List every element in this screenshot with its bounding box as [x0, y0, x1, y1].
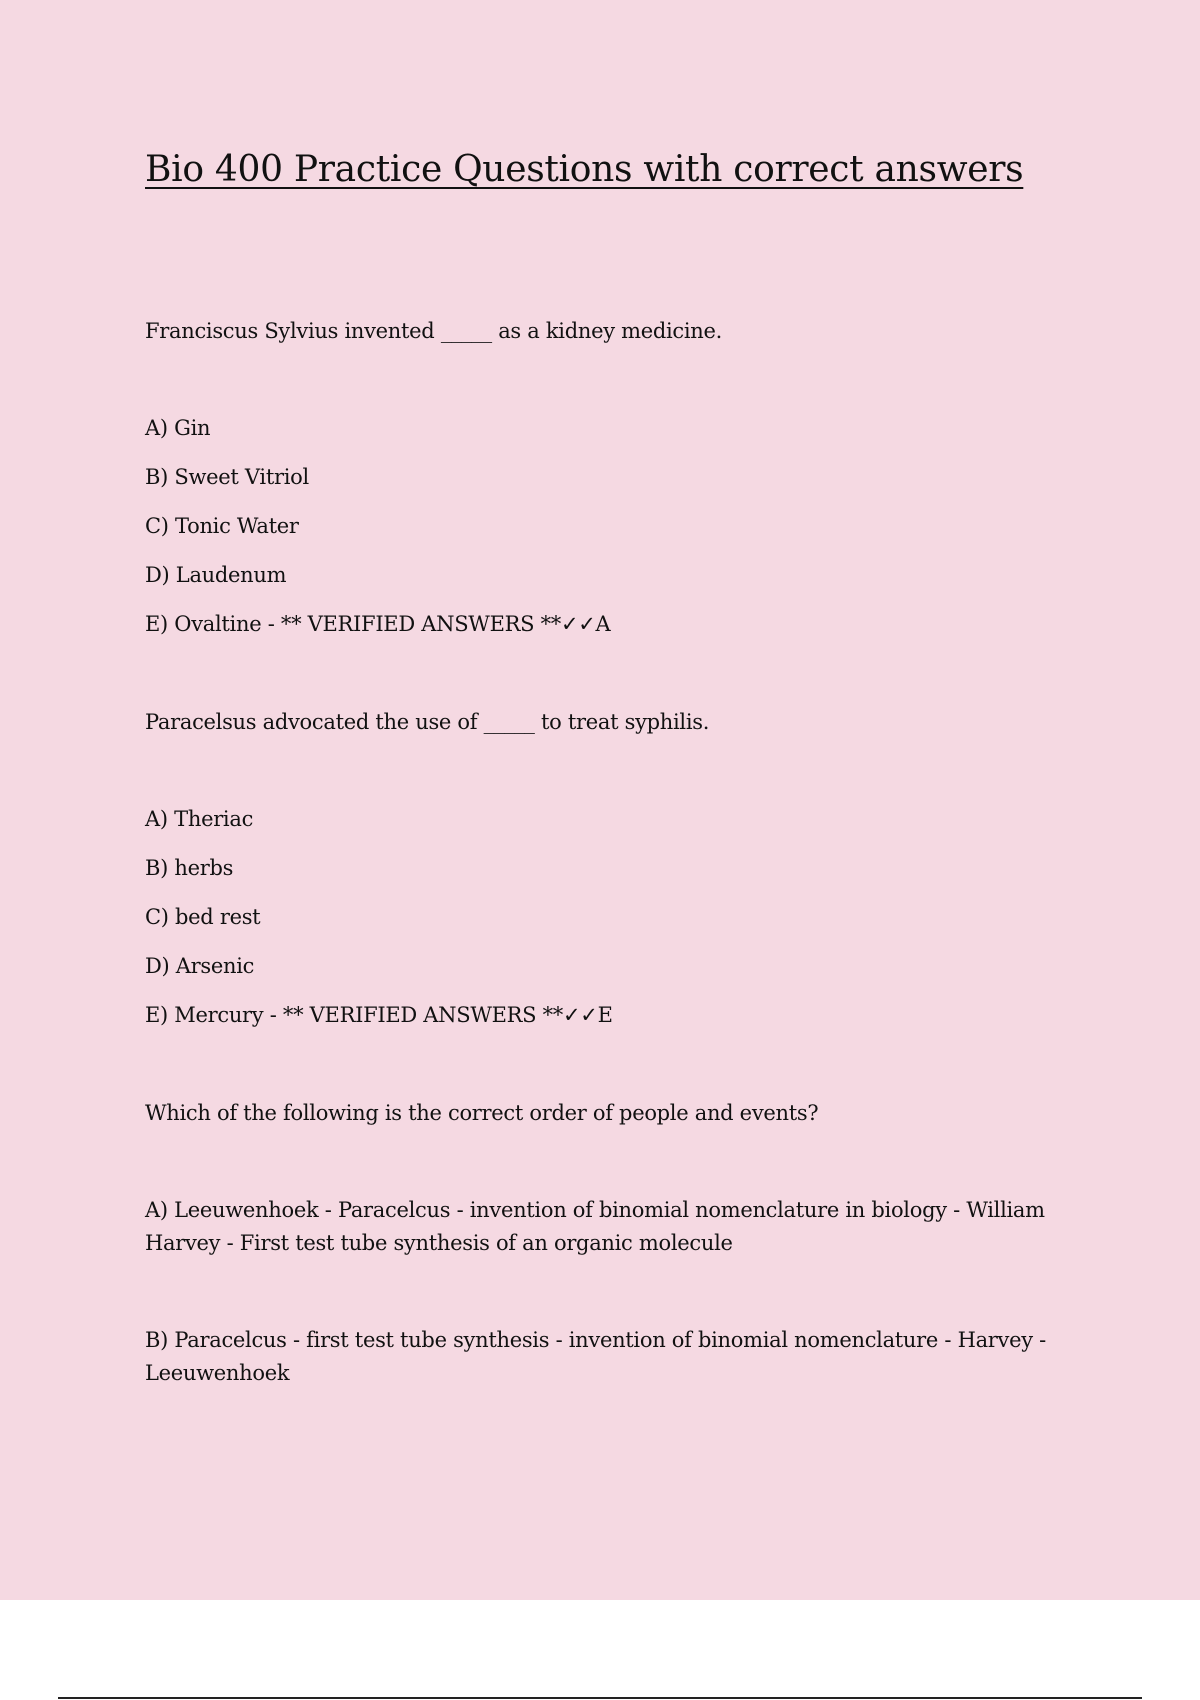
- option-item: C) bed rest: [145, 905, 261, 929]
- option-item: B) Sweet Vitriol: [145, 465, 309, 489]
- question-1: [145, 315, 1065, 657]
- document-title: Bio 400 Practice Questions with correct answers: [145, 149, 1024, 190]
- document-content: [145, 148, 1065, 191]
- question-2: [145, 706, 1065, 1048]
- question-text: Which of the following is the correct order of people and events?: [145, 1101, 819, 1125]
- option-item: A) Theriac: [145, 807, 254, 831]
- option-item: D) Laudenum: [145, 563, 287, 587]
- option-item: D) Arsenic: [145, 954, 255, 978]
- question-text: Paracelsus advocated the use of _____ to treat syphilis.: [145, 710, 710, 734]
- question-3: [145, 1097, 1065, 1390]
- option-item: B) herbs: [145, 856, 234, 880]
- footer-divider: [58, 1697, 1142, 1699]
- option-item-answer: E) Mercury - ** VERIFIED ANSWERS **✓✓E: [145, 1003, 613, 1027]
- option-item: A) Gin: [145, 416, 211, 440]
- option-item: B) Paracelcus - first test tube synthesis - invention of binomial nomenclature - Harvey - Leeuwenhoek: [145, 1328, 1046, 1385]
- option-list: [145, 412, 1065, 657]
- option-item: A) Leeuwenhoek - Paracelcus - invention of binomial nomenclature in biology - William Harvey - First test tube synthesis of an organic molecule: [145, 1198, 1045, 1255]
- question-text: Franciscus Sylvius invented _____ as a kidney medicine.: [145, 319, 723, 343]
- option-item-answer: E) Ovaltine - ** VERIFIED ANSWERS **✓✓A: [145, 612, 611, 636]
- option-item: C) Tonic Water: [145, 514, 299, 538]
- option-list: [145, 803, 1065, 1048]
